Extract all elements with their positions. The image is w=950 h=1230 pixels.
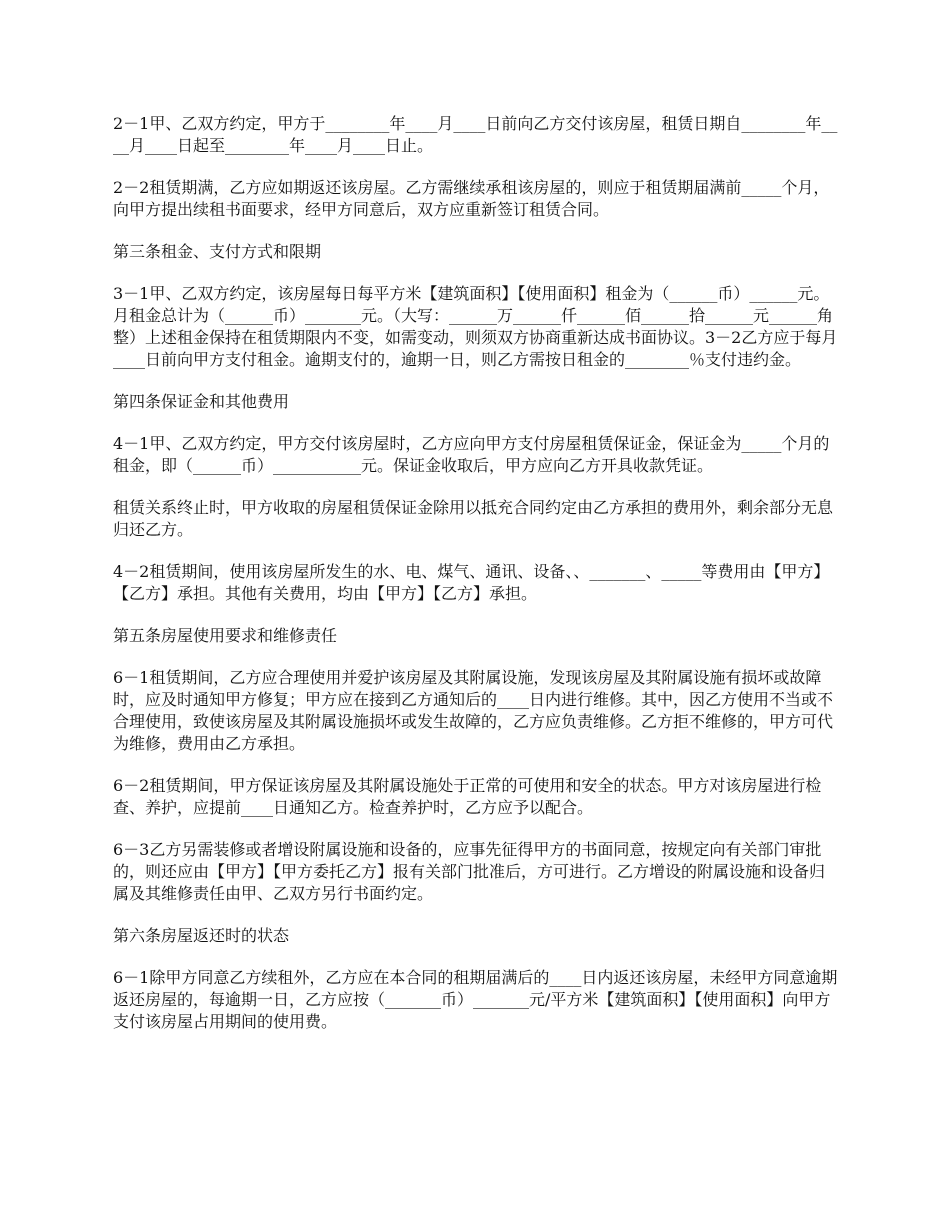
clause-5-2: 6－2租赁期间，甲方保证该房屋及其附属设施处于正常的可使用和安全的状态。甲方对该房屋进行检查、养护，应提前____日通知乙方。检查养护时，乙方应予以配合。 bbox=[113, 776, 822, 817]
clause-3-1: 3－1甲、乙双方约定，该房屋每日每平方米【建筑面积】【使用面积】租金为（______币）______元。月租金总计为（______币）_______元。（大写：______万______仟______佰______拾______元______角整）上述租金保持在租赁期限内不变，如需变动，则须双方协商重新达成书面协议。3－2乙方应于每月____日前向甲方支付租金。逾期支付的，逾期一日，则乙方需按日租金的________％支付违约金。 bbox=[113, 284, 838, 369]
clause-4-1: 4－1甲、乙双方约定，甲方交付该房屋时，乙方应向甲方支付房屋租赁保证金，保证金为_____个月的租金，即（______币）___________元。保证金收取后，甲方应向乙方开具收款凭证。 bbox=[113, 434, 830, 475]
clause-6-1: 6－1除甲方同意乙方续租外，乙方应在本合同的租期届满后的____日内返还该房屋，未经甲方同意逾期返还房屋的，每逾期一日，乙方应按（_______币）_______元/平方米【建筑面积】【使用面积】向甲方支付该房屋占用期间的使用费。 bbox=[113, 968, 838, 1031]
clause-5-3: 6－3乙方另需装修或者增设附属设施和设备的，应事先征得甲方的书面同意，按规定向有关部门审批的，则还应由【甲方】【甲方委托乙方】报有关部门批准后，方可进行。乙方增设的附属设施和设备归属及其维修责任由甲、乙双方另行书面约定。 bbox=[113, 840, 826, 903]
article-4-heading: 第四条保证金和其他费用 bbox=[113, 392, 290, 411]
clause-4-2: 4－2租赁期间，使用该房屋所发生的水、电、煤气、通讯、设备、、_______、_____等费用由【甲方】【乙方】承担。其他有关费用，均由【甲方】【乙方】承担。 bbox=[113, 562, 830, 603]
article-3-heading: 第三条租金、支付方式和限期 bbox=[113, 242, 322, 261]
clause-2-1: 2－1甲、乙双方约定，甲方于________年____月____日前向乙方交付该房屋，租赁日期自________年____月____日起至________年____月____日止。 bbox=[113, 114, 838, 155]
clause-2-2: 2－2租赁期满，乙方应如期返还该房屋。乙方需继续承租该房屋的，则应于租赁期届满前_____个月，向甲方提出续租书面要求，经甲方同意后，双方应重新签订租赁合同。 bbox=[113, 178, 830, 219]
clause-5-1: 6－1租赁期间，乙方应合理使用并爱护该房屋及其附属设施，发现该房屋及其附属设施有损坏或故障时，应及时通知甲方修复；甲方应在接到乙方通知后的____日内进行维修。其中，因乙方使用不当或不合理使用，致使该房屋及其附属设施损坏或发生故障的，乙方应负责维修。乙方拒不维修的，甲方可代为维修，费用由乙方承担。 bbox=[113, 668, 834, 753]
deposit-return-paragraph: 租赁关系终止时，甲方收取的房屋租赁保证金除用以抵充合同约定由乙方承担的费用外，剩余部分无息归还乙方。 bbox=[113, 498, 834, 539]
document-page bbox=[113, 113, 839, 1053]
article-6-heading: 第六条房屋返还时的状态 bbox=[113, 926, 290, 945]
article-5-heading: 第五条房屋使用要求和维修责任 bbox=[113, 626, 338, 645]
